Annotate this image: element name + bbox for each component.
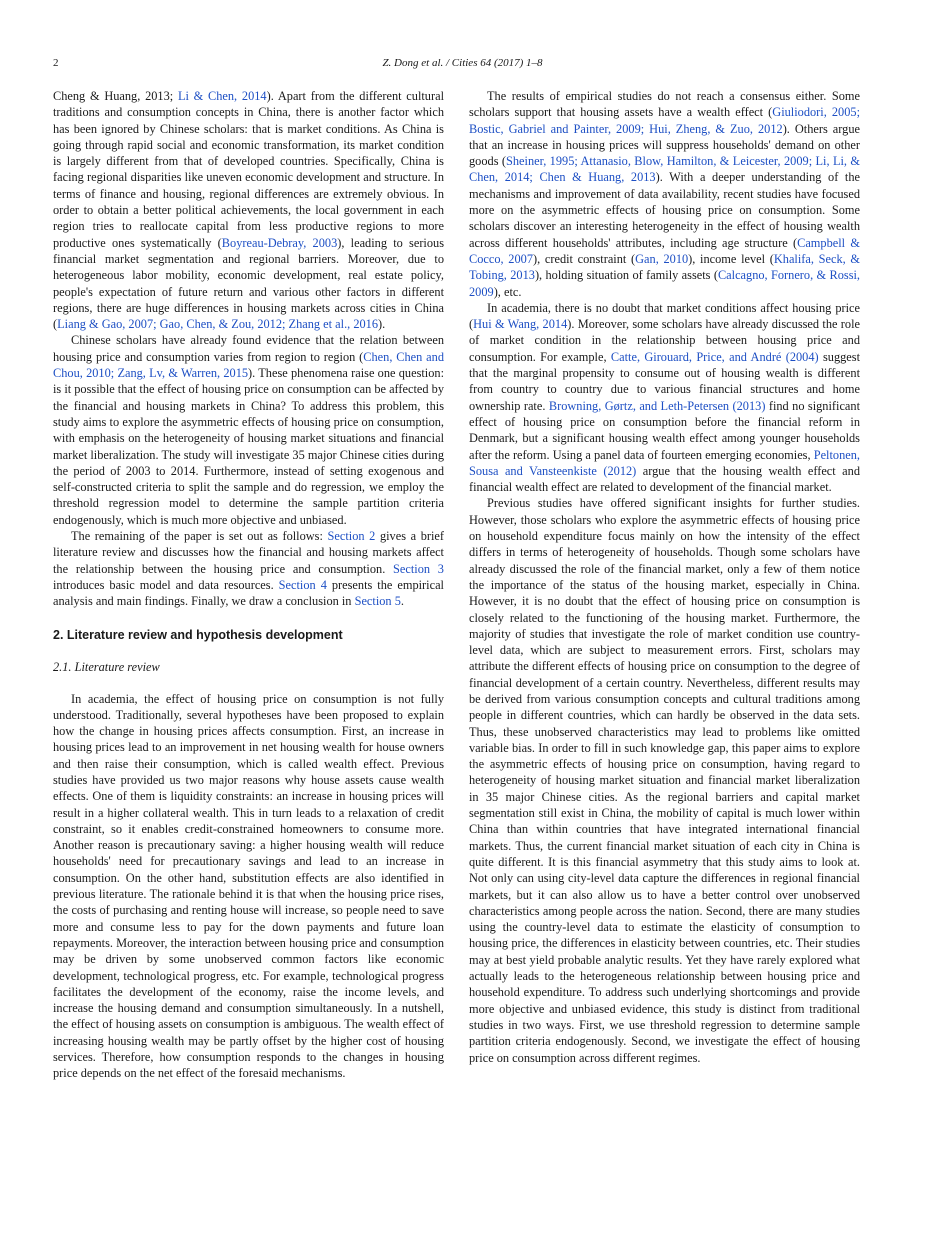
text-run: The remaining of the paper is set out as follows: <box>71 529 328 544</box>
text-run: Previous studies have offered significant insights for further studies. However, those scholars who explore the asymmetric effects of housing price on household expenditure focus mainly on how the intensity of the effect differs in terms of heterogeneity of households. Though some scholars have already discussed the role of the financial market, only a few of them notice the importance of the status of the housing market, especially in China. However, it is no doubt that the effect of housing price on consumption is closely related to the functioning of the housing market. Furthermore, the majority of studies that investigate the role of market condition use country-level data, which are subject to measurement errors. First, scholars may attribute the different effects of housing price on consumption to the degree of financial development of a certain country. Nevertheless, different results may be derived from various consumption concepts and cultural traditions among people in different countries, which can hardly be observed in the data sets. Thus, these unobserved characteristics may lead to problems like omitted variable bias. In order to fill in such knowledge gap, this paper aims to explore the asymmetric effects of housing price on consumption, having regard to heterogeneity of housing market situation and financial market liberalization in 35 major Chinese cities. As the regional barriers and capital market segmentation still exist in China, the mobility of capital is much lower within China than within countries that have integrated international financial markets. Thus, the current financial market situation of each city in China is quite different. It is this financial asymmetry that this study aims to look at. Not only can using city-level data capture the differences in regional financial markets, but it can also allow us to have a better control over unobserved characteristics among people across the nation. Second, there are many studies using the country-level data to estimate the elasticity of consumption to housing price, the differences in elasticity between countries, etc. Their studies may at best yield probable analytic results. Yet they have rarely explored what actually leads to the heterogeneous relationship between housing price and household expenditure. To address such underlying shortcomings and provide more objective and unbiased evidence, this study is distinct from traditional studies in two ways. First, we use threshold regression to determine sample partition criteria endogenously. Second, we investigate the effect of housing price on consumption across different regimes. <box>469 496 860 1065</box>
text-run: The results of empirical studies do not reach a consensus either. Some scholars support that housing assets have a wealth effect ( <box>469 89 860 120</box>
citation-link[interactable]: Section 2 <box>327 529 376 544</box>
citation-link[interactable]: Sheiner, 1995; Attanasio, Blow, Hamilton, & Leicester, 2009; Li, Li, & Chen, 2014; Chen & Huang, 2013 <box>469 154 860 185</box>
paragraph <box>469 300 860 496</box>
text-run: ). Moreover, some scholars have already discussed the role of market condition in the relationship between housing price and consumption. For example, <box>469 317 860 364</box>
text-run: ). With a deeper understanding of the mechanisms and improvement of data availability, recent studies have focused more on the asymmetric effects of housing price on consumption. Some scholars discover an interesting heterogeneity in the effect of housing wealth across different households' attributes, including age structure ( <box>469 170 861 250</box>
citation-link[interactable]: Li & Chen, 2014 <box>177 89 267 103</box>
text-run: Chinese scholars have already found evidence that the relation between housing price and consumption varies from region to region ( <box>53 333 444 364</box>
citation-link[interactable]: Section 4 <box>278 577 327 592</box>
citation-link[interactable]: Browning, Gørtz, and Leth-Petersen (2013) <box>548 398 766 413</box>
paragraph <box>53 528 444 609</box>
citation-link[interactable]: Catte, Girouard, Price, and André (2004) <box>610 349 819 364</box>
citation-link[interactable]: Chen, Chen and Chou, 2010; Zang, Lv, & Warren, 2015 <box>53 349 444 381</box>
text-run: ), holding situation of family assets ( <box>534 268 718 283</box>
citation-link[interactable]: Section 5 <box>354 594 401 609</box>
citation-link[interactable]: Section 3 <box>393 561 444 576</box>
text-run: In academia, there is no doubt that market conditions affect housing price ( <box>469 300 860 332</box>
text-run: find no significant effect of housing price on consumption before the financial reform in Denmark, but a significant housing wealth effect among younger households after the reform. Using a panel data of fourteen emerging economies, <box>469 398 861 462</box>
paragraph <box>469 495 860 1065</box>
section-heading: 2. Literature review and hypothesis development <box>53 627 343 642</box>
citation-link[interactable]: Campbell & Cocco, 2007 <box>469 235 860 266</box>
citation-link[interactable]: Khalifa, Seck, & Tobing, 2013 <box>469 251 861 283</box>
text-run: ). These phenomena raise one question: is it possible that the effect of housing price on consumption can be affected by the financial and housing markets in China? To address this problem, this study aims to explore the asymmetric effects of housing price on consumption, with emphasis on the heterogeneity of housing market situations and financial market liberalization. The study will investigate 35 major Chinese cities during the period of 2003 to 2014. Furthermore, instead of setting exogenous and self-constructed criteria to split the sample and do regression, we employ the threshold regression model to determine the sample partition criteria endogenously, which is much more objective and unbiased. <box>53 366 445 527</box>
citation-link[interactable]: Boyreau-Debray, 2003 <box>221 235 338 250</box>
text-run: presents the empirical analysis and main findings. Finally, we draw a conclusion in <box>53 577 444 609</box>
text-run: suggest that the marginal propensity to consume out of housing wealth is different from country to country due to various financial structures and home ownership rate. <box>469 349 860 413</box>
paragraph <box>53 332 444 528</box>
running-head: Z. Dong et al. / Cities 64 (2017) 1–8 <box>382 57 543 69</box>
citation-link[interactable]: Peltonen, Sousa and Vansteenkiste (2012) <box>469 447 860 478</box>
paragraph <box>469 88 860 300</box>
citation-link[interactable]: Giuliodori, 2005; Bostic, Gabriel and Painter, 2009; Hui, Zheng, & Zuo, 2012 <box>469 105 860 136</box>
text-run: ), etc. <box>493 284 522 299</box>
left-column <box>53 88 444 1082</box>
paragraph <box>53 691 444 1082</box>
citation-link[interactable]: Liang & Gao, 2007; Gao, Chen, & Zou, 2012; Zhang et al., 2016 <box>57 317 379 332</box>
text-run: ), income level ( <box>688 251 774 266</box>
citation-link[interactable]: Calcagno, Fornero, & Rossi, 2009 <box>469 268 861 299</box>
text-run: gives a brief literature review and discusses how the financial and housing markets affect the relationship between the housing price and consumption. <box>53 529 444 576</box>
paragraph <box>53 88 444 332</box>
subsection-heading: 2.1. Literature review <box>53 659 160 674</box>
text-run: ). Others argue that an increase in housing prices will suppress households' demand on other goods ( <box>469 121 860 169</box>
text-run: ), credit constraint ( <box>533 251 636 266</box>
text-run: . <box>400 594 404 609</box>
text-run: ). <box>378 317 386 332</box>
page-number: 2 <box>53 57 59 69</box>
text-run: Cheng & Huang, 2013; <box>53 89 178 103</box>
citation-link[interactable]: Hui & Wang, 2014 <box>473 317 568 332</box>
text-run: ), leading to serious financial market segmentation and regional barriers. Moreover, due to heterogeneous labor mobility, economic development, real estate policy, people's expectation of future return and various other factors in different regions, there are huge differences in housing markets across cities in China ( <box>53 235 445 332</box>
citation-link[interactable]: Gan, 2010 <box>635 251 689 266</box>
text-run: introduces basic model and data resources. <box>53 577 279 592</box>
right-column <box>469 88 860 1066</box>
text-run: ). Apart from the different cultural traditions and consumption concepts in China, there is another factor which has been ignored by Chinese scholars: that is market conditions. As China is going through rapid social and economic transformation, its market condition is largely different from that of developed countries. Specifically, China is facing regional disparities like uneven economic development and structure. In terms of finance and housing, regional differences are extremely obvious. In order to obtain a better political achievements, the local government in each region tries to reallocate capital from less productive regions to more productive ones systematically ( <box>53 89 444 250</box>
text-run: In academia, the effect of housing price on consumption is not fully understood. Traditionally, several hypotheses have been proposed to explain how the change in housing prices affects consumption. First, an increase in housing prices lead to an improvement in net housing wealth for house owners and then raise their consumption, which is called wealth effect. Previous studies have provided us two major reasons why house assets cause wealth effects. One of them is liquidity constraints: an increase in housing prices will result in a higher collateral wealth. This in turn leads to a relaxation of credit constraint, so it enables credit-constrained homeowners to consume more. Another reason is precautionary saving: a higher housing wealth will reduce households' need for precautionary savings and lead to an increase in consumption. On the other hand, substitution effects are also identified in previous literature. The rationale behind it is that when the housing price rises, the costs of purchasing and renting house will increase, so people need to save more and consume less to pay for the down payments and future loan repayments. Moreover, the interaction between housing price and consumption may be driven by some unobserved common factors like economic development, technological progress, etc. For example, technological progress facilitates the development of the economy, raise the income levels, and increase the housing demand and consumption simultaneously. In a nutshell, the effect of housing assets on consumption is ambiguous. The wealth effect of increasing housing wealth may be partly offset by the higher cost of housing services. Therefore, how consumption responds to the changes in housing price depends on the net effect of the foresaid mechanisms. <box>53 691 444 1081</box>
text-run: argue that the housing wealth effect and financial wealth effect are related to development of the financial market. <box>469 463 861 495</box>
